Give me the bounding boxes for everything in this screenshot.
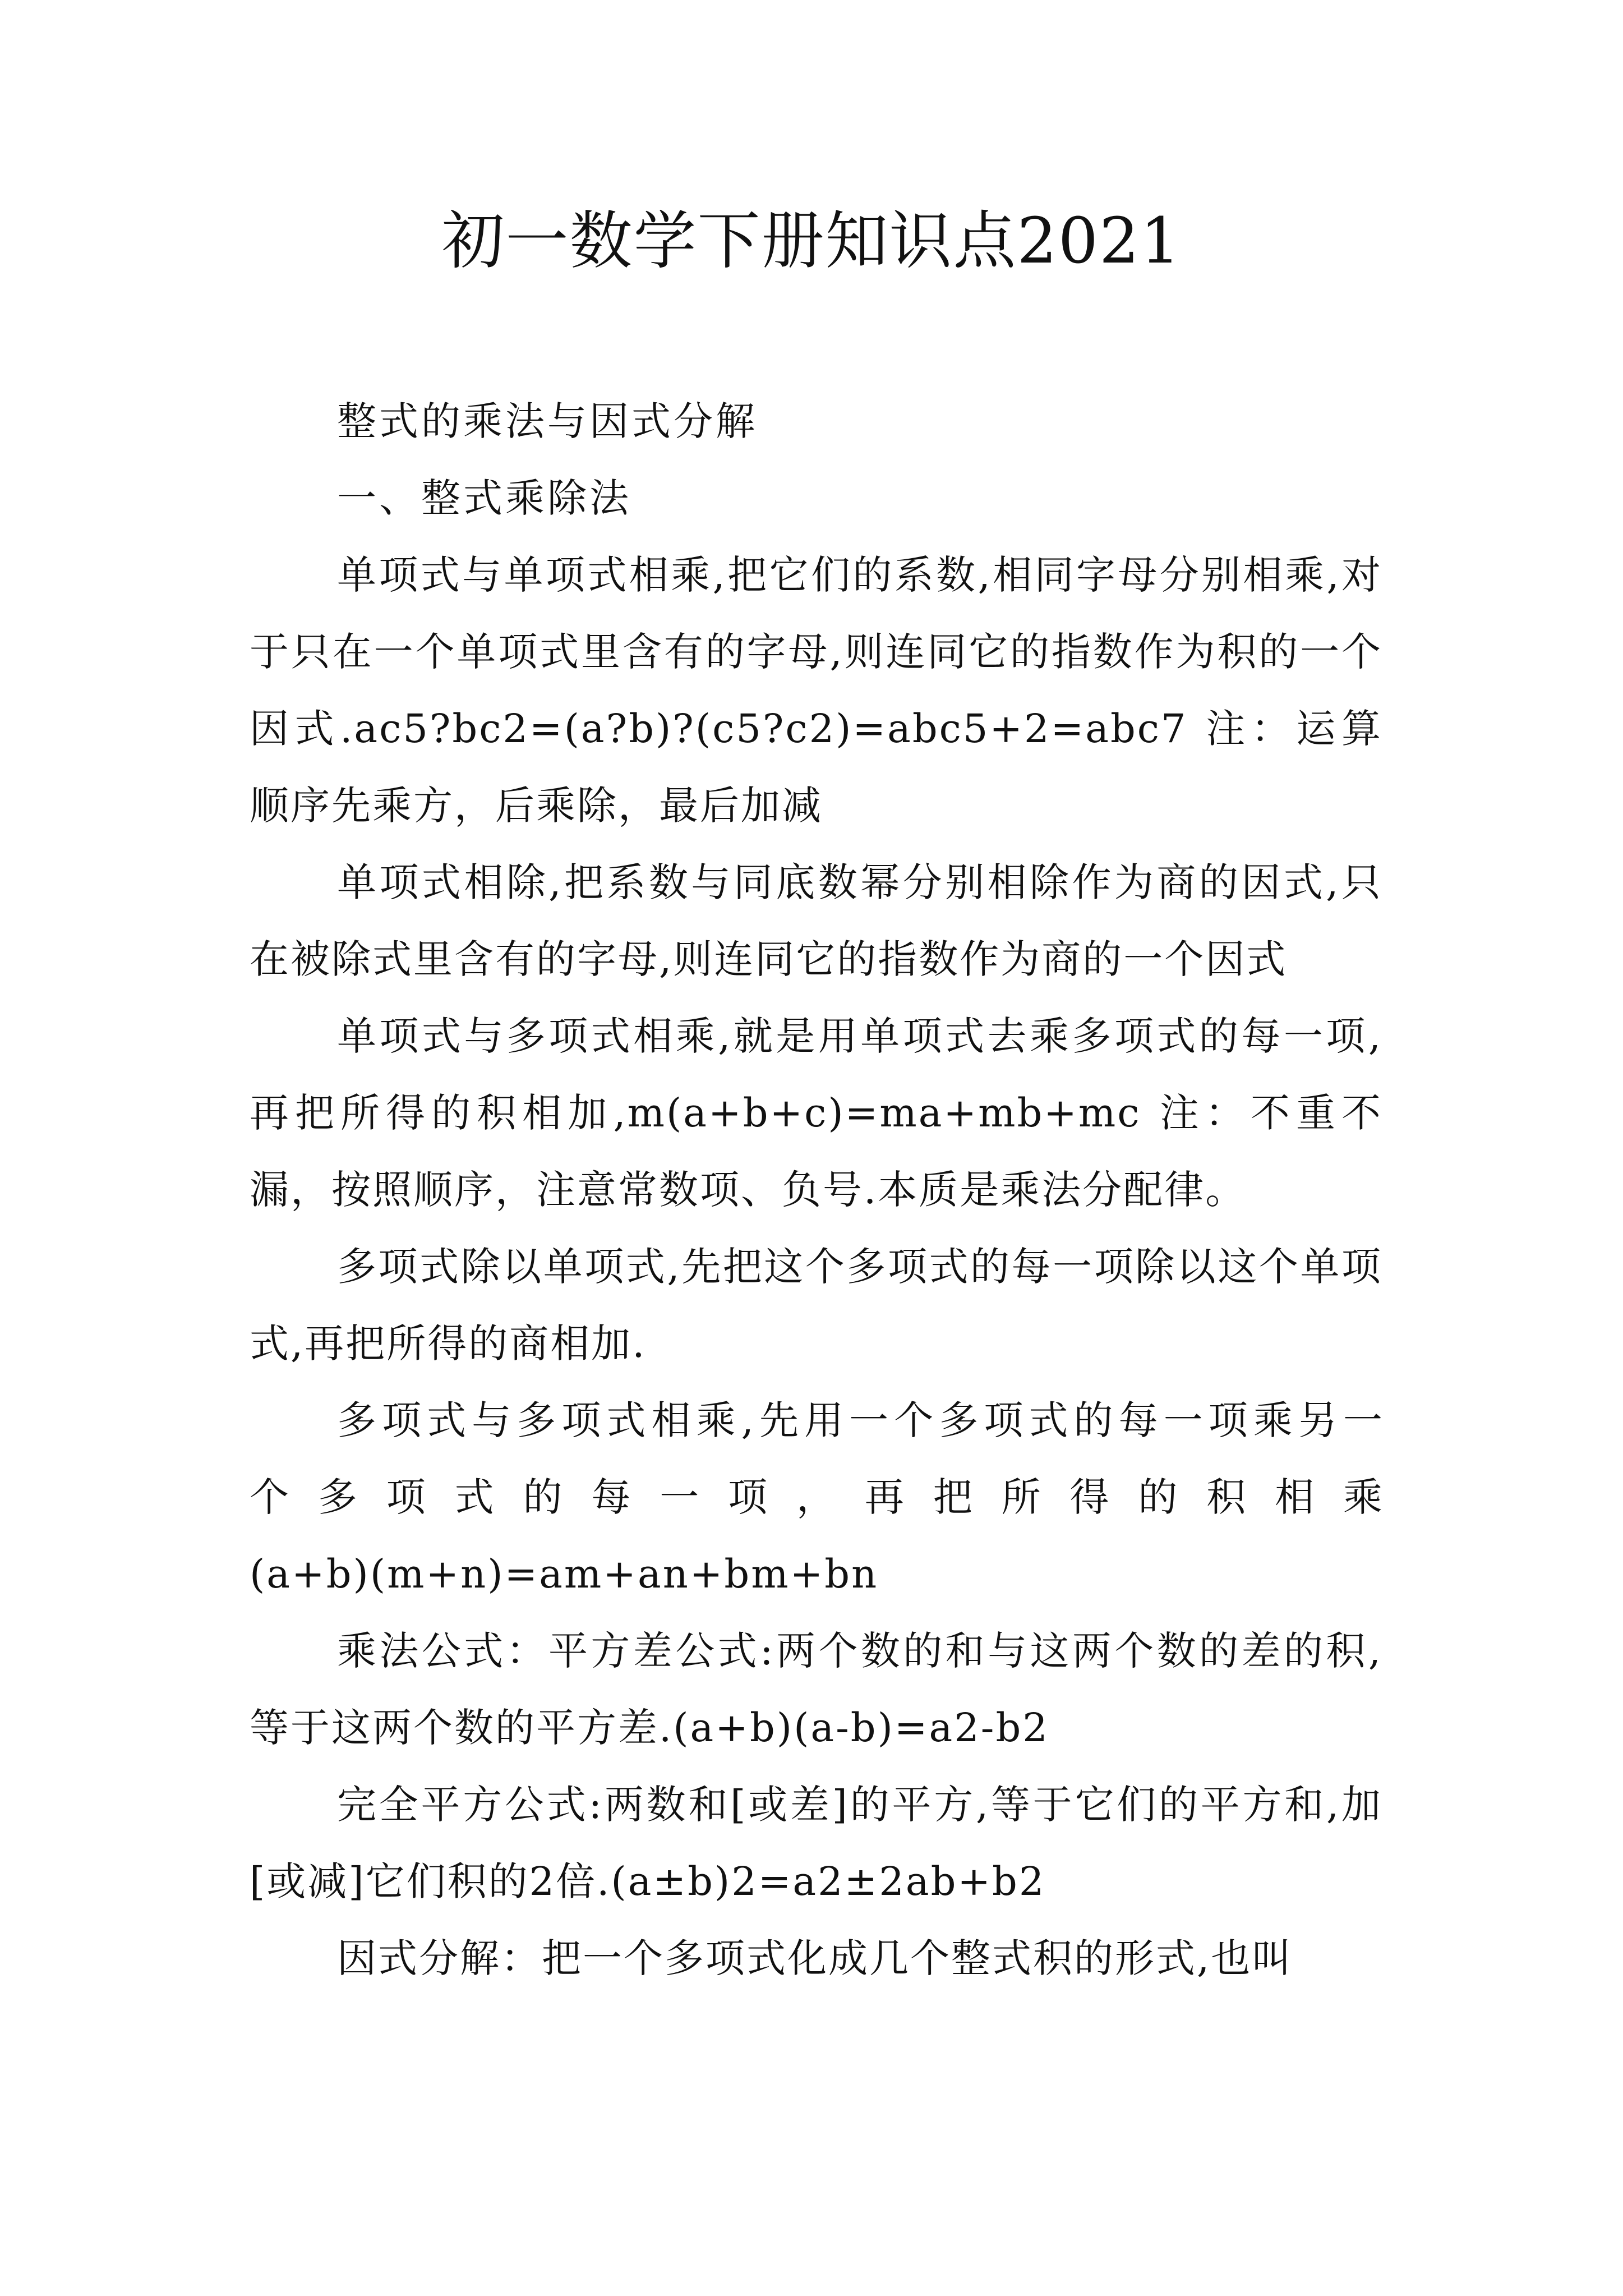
paragraph-polynomial-multiplication-line-1: 多项式与多项式相乘,先用一个多项式的每一项乘另一: [337, 1397, 1382, 1443]
paragraph-difference-of-squares: 乘法公式：平方差公式:两个数的和与这两个数的差的积,等于这两个数的平方差.(a+b)(a-b)=a2-b2: [250, 1628, 1382, 1751]
paragraph-polynomial-division: 多项式除以单项式,先把这个多项式的每一项除以这个单项式,再把所得的商相加.: [250, 1244, 1382, 1366]
paragraph-monomial-division: 单项式相除,把系数与同底数幂分别相除作为商的因式,只在被除式里含有的字母,则连同它的指数作为商的一个因式: [250, 859, 1382, 982]
paragraph-perfect-square: 完全平方公式:两数和[或差]的平方,等于它们的平方和,加[或减]它们积的2倍.(a±b)2=a2±2ab+b2: [250, 1782, 1382, 1904]
document-title: 初一数学下册知识点2021: [441, 205, 1182, 278]
formula-polynomial-product: (a+b)(m+n)=am+an+bm+bn: [250, 1551, 879, 1597]
document-body: [250, 383, 1382, 1997]
paragraph-factorization: 因式分解：把一个多项式化成几个整式积的形式,也叫: [337, 1935, 1293, 1981]
paragraph-monomial-polynomial-multiplication: 单项式与多项式相乘,就是用单项式去乘多项式的每一项,再把所得的积相加,m(a+b+c)=ma+mb+mc 注：不重不漏，按照顺序，注意常数项、负号.本质是乘法分配律。: [250, 1013, 1382, 1213]
section-heading: 整式的乘法与因式分解: [337, 398, 758, 444]
paragraph-polynomial-multiplication-line-2: 个多项式的每一项，再把所得的积相乘: [250, 1474, 1382, 1520]
paragraph-monomial-multiplication: 单项式与单项式相乘,把它们的系数,相同字母分别相乘,对于只在一个单项式里含有的字母,则连同它的指数作为积的一个因式.ac5?bc2=(a?b)?(c5?c2)=abc5+2=abc7 注：运算顺序先乘方，后乘除，最后加减: [250, 552, 1382, 829]
subsection-heading: 一、整式乘除法: [337, 475, 631, 521]
